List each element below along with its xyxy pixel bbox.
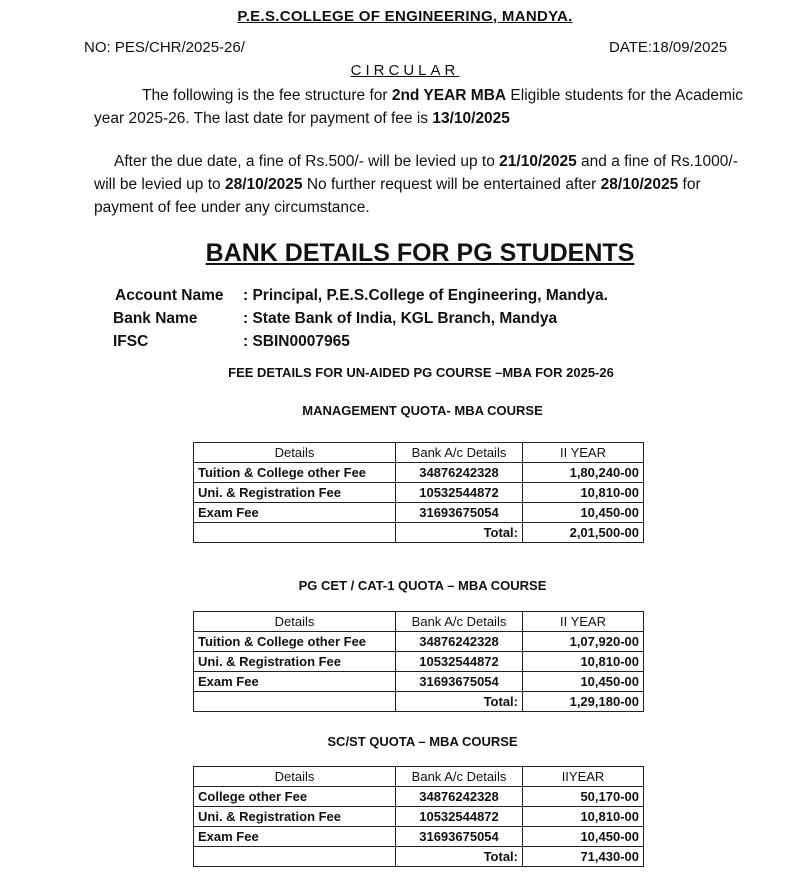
table-row [194, 503, 644, 523]
fee-detail: Uni. & Registration Fee [194, 652, 396, 672]
fee-amount: 10,450-00 [523, 672, 644, 692]
ifsc-value: : SBIN0007965 [243, 333, 350, 350]
fee-amount: 50,170-00 [523, 787, 644, 807]
total-empty-cell [194, 523, 396, 543]
bank-account: 31693675054 [396, 827, 523, 847]
total-empty-cell [194, 692, 396, 712]
header-details: Details [194, 443, 396, 463]
bank-account: 34876242328 [396, 787, 523, 807]
fee-amount: 1,07,920-00 [523, 632, 644, 652]
bank-name-label: Bank Name [113, 310, 198, 327]
account-name-label: Account Name [115, 287, 224, 304]
total-row [194, 847, 644, 867]
total-label: Total: [396, 847, 523, 867]
bank-account: 10532544872 [396, 652, 523, 672]
table-header-row [194, 767, 644, 787]
table-header-row [194, 443, 644, 463]
table-row [194, 483, 644, 503]
bank-account: 31693675054 [396, 503, 523, 523]
fee-amount: 10,450-00 [523, 503, 644, 523]
table-row [194, 463, 644, 483]
pgcet-quota-title: PG CET / CAT-1 QUOTA – MBA COURSE [298, 578, 547, 593]
fee-structure-paragraph: The following is the fee structure for 2nd YEAR MBA Eligible students for the Academic year 2025-26. The last date for payment of fee is 13/10/2025 [94, 87, 744, 127]
total-label: Total: [396, 692, 523, 712]
fee-detail: College other Fee [194, 787, 396, 807]
reference-number: NO: PES/CHR/2025-26/ [84, 39, 245, 56]
college-name: P.E.S.COLLEGE OF ENGINEERING, MANDYA. [237, 8, 573, 25]
bank-account: 10532544872 [396, 807, 523, 827]
fee-detail: Uni. & Registration Fee [194, 483, 396, 503]
header-details: Details [194, 612, 396, 632]
table-row [194, 827, 644, 847]
header-year: II YEAR [523, 612, 644, 632]
bank-name-value: : State Bank of India, KGL Branch, Mandya [243, 310, 558, 327]
table-row [194, 807, 644, 827]
bank-account: 34876242328 [396, 463, 523, 483]
table-row [194, 787, 644, 807]
header-bank-ac: Bank A/c Details [396, 612, 523, 632]
fee-details-heading: FEE DETAILS FOR UN-AIDED PG COURSE –MBA FOR 2025-26 [228, 365, 614, 380]
fee-amount: 10,450-00 [523, 827, 644, 847]
total-label: Total: [396, 523, 523, 543]
total-amount: 71,430-00 [523, 847, 644, 867]
fee-detail: Uni. & Registration Fee [194, 807, 396, 827]
fee-detail: Tuition & College other Fee [194, 463, 396, 483]
fee-detail: Exam Fee [194, 827, 396, 847]
ifsc-label: IFSC [113, 333, 149, 350]
header-year: IIYEAR [523, 767, 644, 787]
scst-quota-table [193, 766, 644, 867]
fee-detail: Tuition & College other Fee [194, 632, 396, 652]
total-amount: 1,29,180-00 [523, 692, 644, 712]
total-row [194, 523, 644, 543]
header-details: Details [194, 767, 396, 787]
header-bank-ac: Bank A/c Details [396, 443, 523, 463]
fee-amount: 10,810-00 [523, 652, 644, 672]
table-header-row [194, 612, 644, 632]
bank-account: 34876242328 [396, 632, 523, 652]
pgcet-quota-table [193, 611, 644, 712]
circular-date: DATE:18/09/2025 [609, 39, 728, 56]
management-quota-title: MANAGEMENT QUOTA- MBA COURSE [302, 403, 543, 418]
header-bank-ac: Bank A/c Details [396, 767, 523, 787]
circular-title: CIRCULAR [350, 62, 460, 79]
bank-account: 31693675054 [396, 672, 523, 692]
bank-account: 10532544872 [396, 483, 523, 503]
fee-detail: Exam Fee [194, 503, 396, 523]
account-name-value: : Principal, P.E.S.College of Engineering, Mandya. [243, 287, 608, 304]
total-amount: 2,01,500-00 [523, 523, 644, 543]
fee-amount: 10,810-00 [523, 807, 644, 827]
bank-details-title: BANK DETAILS FOR PG STUDENTS [205, 239, 635, 267]
header-year: II YEAR [523, 443, 644, 463]
fee-amount: 1,80,240-00 [523, 463, 644, 483]
fee-detail: Exam Fee [194, 672, 396, 692]
table-row [194, 632, 644, 652]
table-row [194, 652, 644, 672]
management-quota-table [193, 442, 644, 543]
scst-quota-title: SC/ST QUOTA – MBA COURSE [327, 734, 518, 749]
late-fee-paragraph: After the due date, a fine of Rs.500/- will be levied up to 21/10/2025 and a fine of Rs.1000/- will be levied up to 28/10/2025 No further request will be entertained after 28/10/2025 for payment of fee under any circumstance. [94, 153, 738, 216]
total-empty-cell [194, 847, 396, 867]
total-row [194, 692, 644, 712]
table-row [194, 672, 644, 692]
fee-amount: 10,810-00 [523, 483, 644, 503]
